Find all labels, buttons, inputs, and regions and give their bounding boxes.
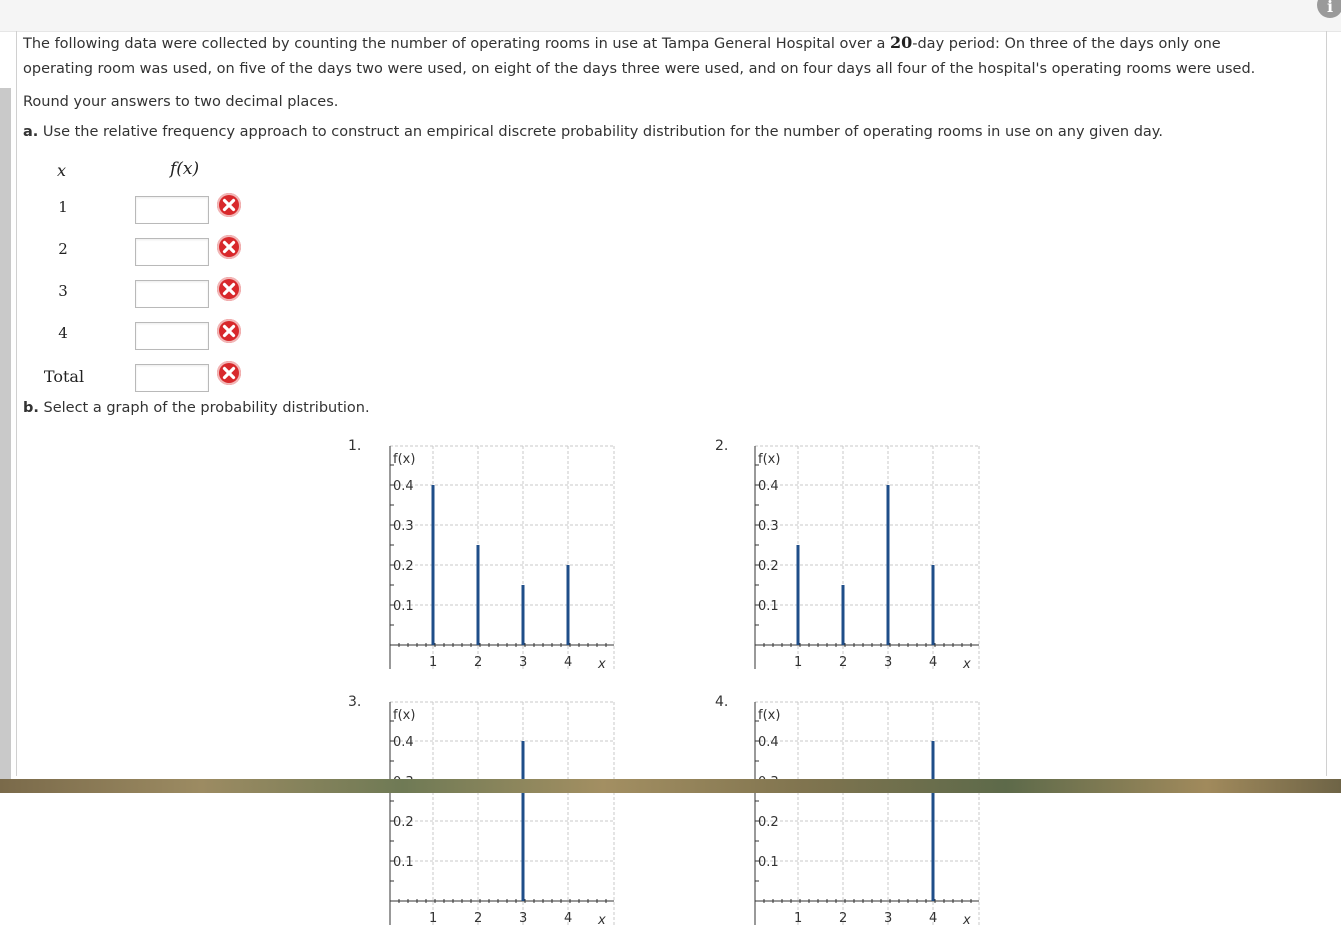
fx-input-1[interactable]	[135, 196, 209, 224]
x-tick-label: 1	[429, 911, 438, 926]
y-axis-label: f(x)	[393, 708, 416, 723]
x-tick-label: 4	[929, 911, 938, 926]
probability-bar	[797, 545, 800, 645]
round-note: Round your answers to two decimal places.	[23, 94, 339, 110]
graph-option-4[interactable]	[753, 701, 981, 931]
graph-option-2[interactable]	[753, 445, 981, 675]
probability-bar	[932, 565, 935, 645]
column-header-x: x	[57, 161, 67, 180]
graph-option-number[interactable]: 1.	[348, 438, 362, 454]
probability-chart	[753, 701, 981, 931]
taskbar-background-strip	[0, 779, 1341, 793]
y-tick-label: 0.1	[758, 599, 779, 614]
content-left-border	[16, 31, 17, 776]
y-tick-label: 0.2	[393, 559, 414, 574]
probability-bar	[932, 741, 935, 901]
row-x-value: 1	[58, 198, 68, 216]
y-tick-label: 0.3	[758, 519, 779, 534]
x-tick-label: 2	[474, 655, 483, 670]
x-tick-label: 1	[794, 911, 803, 926]
x-tick-label: 2	[839, 655, 848, 670]
top-toolbar	[0, 0, 1341, 32]
y-tick-label: 0.2	[393, 815, 414, 830]
x-axis-label: x	[963, 657, 971, 672]
y-tick-label: 0.1	[393, 855, 414, 870]
x-tick-label: 4	[929, 655, 938, 670]
column-header-fx: f(x)	[170, 159, 200, 179]
probability-bar	[887, 485, 890, 645]
y-tick-label: 0.4	[393, 735, 414, 750]
x-axis-label: x	[598, 913, 606, 928]
x-tick-label: 4	[564, 911, 573, 926]
part-a-label: a.	[23, 124, 39, 140]
incorrect-icon	[217, 319, 241, 343]
fx-input-4[interactable]	[135, 322, 209, 350]
part-a-text: Use the relative frequency approach to construct an empirical discrete probability distribution for the number of operating rooms in use on any given day.	[42, 124, 1163, 140]
y-axis-label: f(x)	[393, 452, 416, 467]
graph-option-number[interactable]: 3.	[348, 694, 362, 710]
incorrect-icon	[217, 193, 241, 217]
x-tick-label: 4	[564, 655, 573, 670]
part-b-label: b.	[23, 400, 39, 416]
probability-bar	[522, 741, 525, 901]
x-tick-label: 3	[519, 655, 528, 670]
part-a-prompt	[23, 124, 1163, 140]
x-tick-label: 2	[474, 911, 483, 926]
days-count: 20	[889, 33, 913, 52]
probability-chart	[388, 445, 616, 675]
intro-line1-suffix: -day period: On three of the days only one	[912, 36, 1221, 52]
total-input[interactable]	[135, 364, 209, 392]
graph-option-1[interactable]	[388, 445, 616, 675]
problem-statement	[23, 29, 1323, 58]
x-axis-label: x	[963, 913, 971, 928]
row-x-value: 3	[58, 282, 68, 300]
probability-bar	[432, 485, 435, 645]
x-tick-label: 3	[519, 911, 528, 926]
x-tick-label: 3	[884, 911, 893, 926]
y-tick-label: 0.4	[758, 479, 779, 494]
intro-line2: operating room was used, on five of the days two were used, on eight of the days three were used, and on four days all four of the hospital's operating rooms were used.	[23, 61, 1256, 77]
y-tick-label: 0.3	[393, 519, 414, 534]
incorrect-icon	[217, 361, 241, 385]
row-x-value: 4	[58, 324, 68, 342]
y-axis-label: f(x)	[758, 708, 781, 723]
graph-option-number[interactable]: 4.	[715, 694, 729, 710]
probability-bar	[477, 545, 480, 645]
incorrect-icon	[217, 277, 241, 301]
content-right-border	[1326, 31, 1327, 776]
y-tick-label: 0.2	[758, 559, 779, 574]
x-axis-label: x	[598, 657, 606, 672]
incorrect-icon	[217, 235, 241, 259]
y-tick-label: 0.2	[758, 815, 779, 830]
x-tick-label: 1	[429, 655, 438, 670]
probability-bar	[567, 565, 570, 645]
x-tick-label: 1	[794, 655, 803, 670]
info-icon[interactable]: i	[1317, 0, 1341, 18]
graph-option-number[interactable]: 2.	[715, 438, 729, 454]
y-tick-label: 0.1	[758, 855, 779, 870]
fx-input-2[interactable]	[135, 238, 209, 266]
x-tick-label: 3	[884, 655, 893, 670]
y-tick-label: 0.1	[393, 599, 414, 614]
left-scroll-rail	[0, 88, 11, 780]
intro-line1-prefix: The following data were collected by counting the number of operating rooms in use at Tampa General Hospital over a	[23, 36, 890, 52]
y-tick-label: 0.4	[758, 735, 779, 750]
row-x-value: 2	[58, 240, 68, 258]
fx-input-3[interactable]	[135, 280, 209, 308]
probability-chart	[753, 445, 981, 675]
x-tick-label: 2	[839, 911, 848, 926]
y-tick-label: 0.4	[393, 479, 414, 494]
probability-bar	[842, 585, 845, 645]
graph-option-3[interactable]	[388, 701, 616, 931]
probability-bar	[522, 585, 525, 645]
y-axis-label: f(x)	[758, 452, 781, 467]
probability-chart	[388, 701, 616, 931]
part-b-prompt	[23, 395, 370, 422]
part-b-text: Select a graph of the probability distribution.	[43, 400, 370, 416]
total-label: Total	[43, 367, 85, 386]
